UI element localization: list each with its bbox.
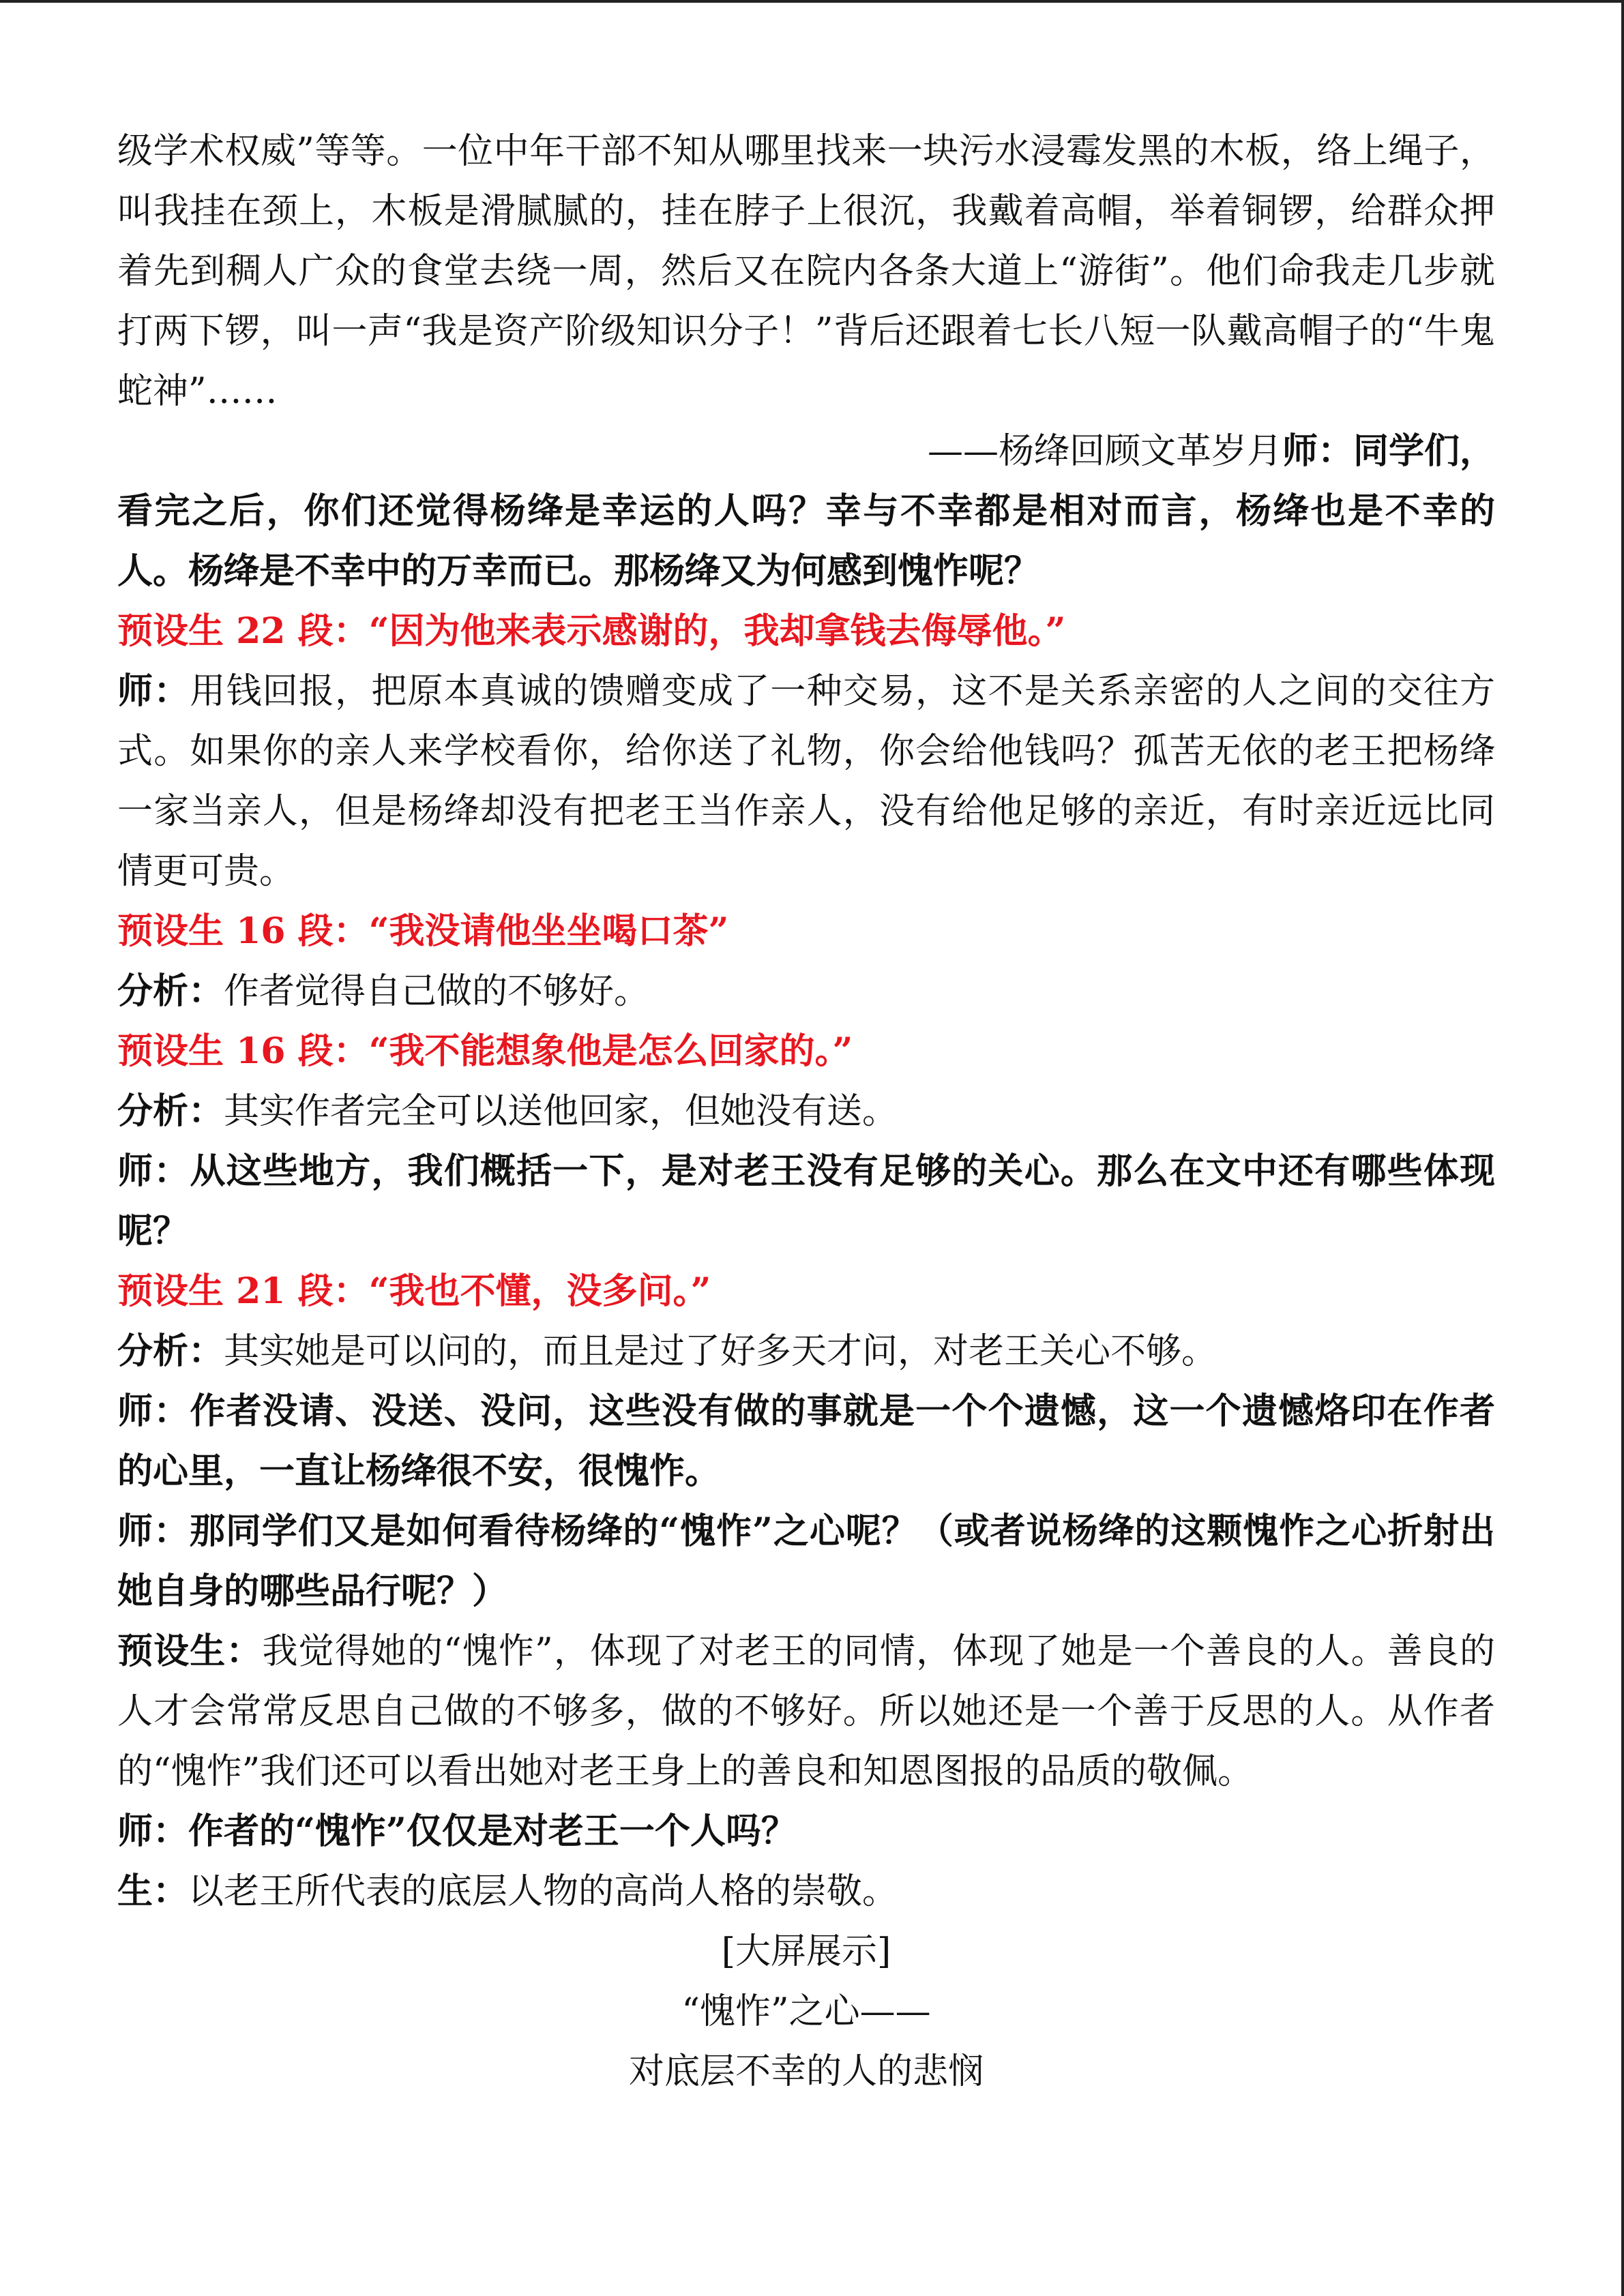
preset-answer-21: 预设生 21 段：“我也不懂，没多问。” — [117, 1270, 711, 1312]
quote-attribution-line — [117, 421, 1495, 481]
document-body — [117, 121, 1495, 2102]
student-answer — [117, 1862, 1495, 1922]
teacher-question-1: 看完之后，你们还觉得杨绛是幸运的人吗？幸与不幸都是相对而言，杨绛也是不幸的人。杨绛是不幸中的万幸而已。那杨绛又为何感到愧怍呢？ — [117, 490, 1495, 592]
analysis-label: 分析： — [117, 1330, 224, 1372]
screen-display-line-1: “愧怍”之心—— — [681, 1991, 931, 2032]
analysis-3-text: 其实她是可以问的，而且是过了好多天才问，对老王关心不够。 — [224, 1331, 1217, 1372]
teacher-remark-6: 师：作者的“愧怍”仅仅是对老王一个人吗？ — [117, 1810, 797, 1852]
analysis-label: 分析： — [117, 970, 224, 1012]
analysis-2-text: 其实作者完全可以送他回家，但她没有送。 — [224, 1091, 898, 1132]
teacher-remark-5: 师：那同学们又是如何看待杨绛的“愧怍”之心呢？（或者说杨绛的这颗愧怍之心折射出她自身的哪些品行呢？） — [117, 1510, 1495, 1612]
preset-answer-16b: 预设生 16 段：“我不能想象他是怎么回家的。” — [117, 1030, 853, 1072]
analysis-3 — [117, 1322, 1495, 1382]
student-text: 以老王所代表的底层人物的高尚人格的崇敬。 — [188, 1871, 898, 1912]
preset-answer-22: 预设生 22 段：“因为他来表示感谢的，我却拿钱去侮辱他。” — [117, 610, 1066, 652]
screen-display-label: [大屏展示] — [721, 1931, 891, 1972]
analysis-2 — [117, 1082, 1495, 1142]
analysis-1 — [117, 961, 1495, 1022]
teacher-label: 师： — [117, 670, 190, 712]
screen-display-line-2: 对底层不幸的人的悲悯 — [628, 2051, 984, 2092]
preset-answer-16a: 预设生 16 段：“我没请他坐坐喝口茶” — [117, 910, 729, 952]
teacher-remark-4: 师：作者没请、没送、没问，这些没有做的事就是一个个遗憾，这一个遗憾烙印在作者的心里，一直让杨绛很不安，很愧怍。 — [117, 1390, 1495, 1492]
analysis-1-text: 作者觉得自己做的不够好。 — [224, 971, 650, 1012]
preset-student-label: 预设生： — [117, 1630, 263, 1672]
quote-attribution: ——杨绛回顾文革岁月 — [927, 431, 1282, 472]
teacher-remark-2-text: 用钱回报，把原本真诚的馈赠变成了一种交易，这不是关系亲密的人之间的交往方式。如果你的亲人来学校看你，给你送了礼物，你会给他钱吗？孤苦无依的老王把杨绛一家当亲人，但是杨绛却没有把老王当作亲人，没有给他足够的亲近，有时亲近远比同情更可贵。 — [117, 671, 1495, 892]
analysis-label: 分析： — [117, 1090, 224, 1132]
quote-paragraph: 级学术权威”等等。一位中年干部不知从哪里找来一块污水浸霉发黑的木板，络上绳子，叫我挂在颈上，木板是滑腻腻的，挂在脖子上很沉，我戴着高帽，举着铜锣，给群众押着先到稠人广众的食堂去绕一周，然后又在院内各条大道上“游街”。他们命我走几步就打两下锣，叫一声“我是资产阶级知识分子！”背后还跟着七长八短一队戴高帽子的“牛鬼蛇神”…… — [117, 131, 1495, 412]
preset-student-answer — [117, 1622, 1495, 1802]
student-label: 生： — [117, 1870, 189, 1912]
teacher-remark-2 — [117, 661, 1495, 901]
teacher-remark-3: 师：从这些地方，我们概括一下，是对老王没有足够的关心。那么在文中还有哪些体现呢？ — [117, 1150, 1495, 1252]
preset-student-text: 我觉得她的“愧怍”，体现了对老王的同情，体现了她是一个善良的人。善良的人才会常常反思自己做的不够多，做的不够好。所以她还是一个善于反思的人。从作者的“愧怍”我们还可以看出她对老王身上的善良和知恩图报的品质的敬佩。 — [117, 1631, 1495, 1792]
teacher-question-start: 师：同学们， — [1282, 430, 1495, 472]
